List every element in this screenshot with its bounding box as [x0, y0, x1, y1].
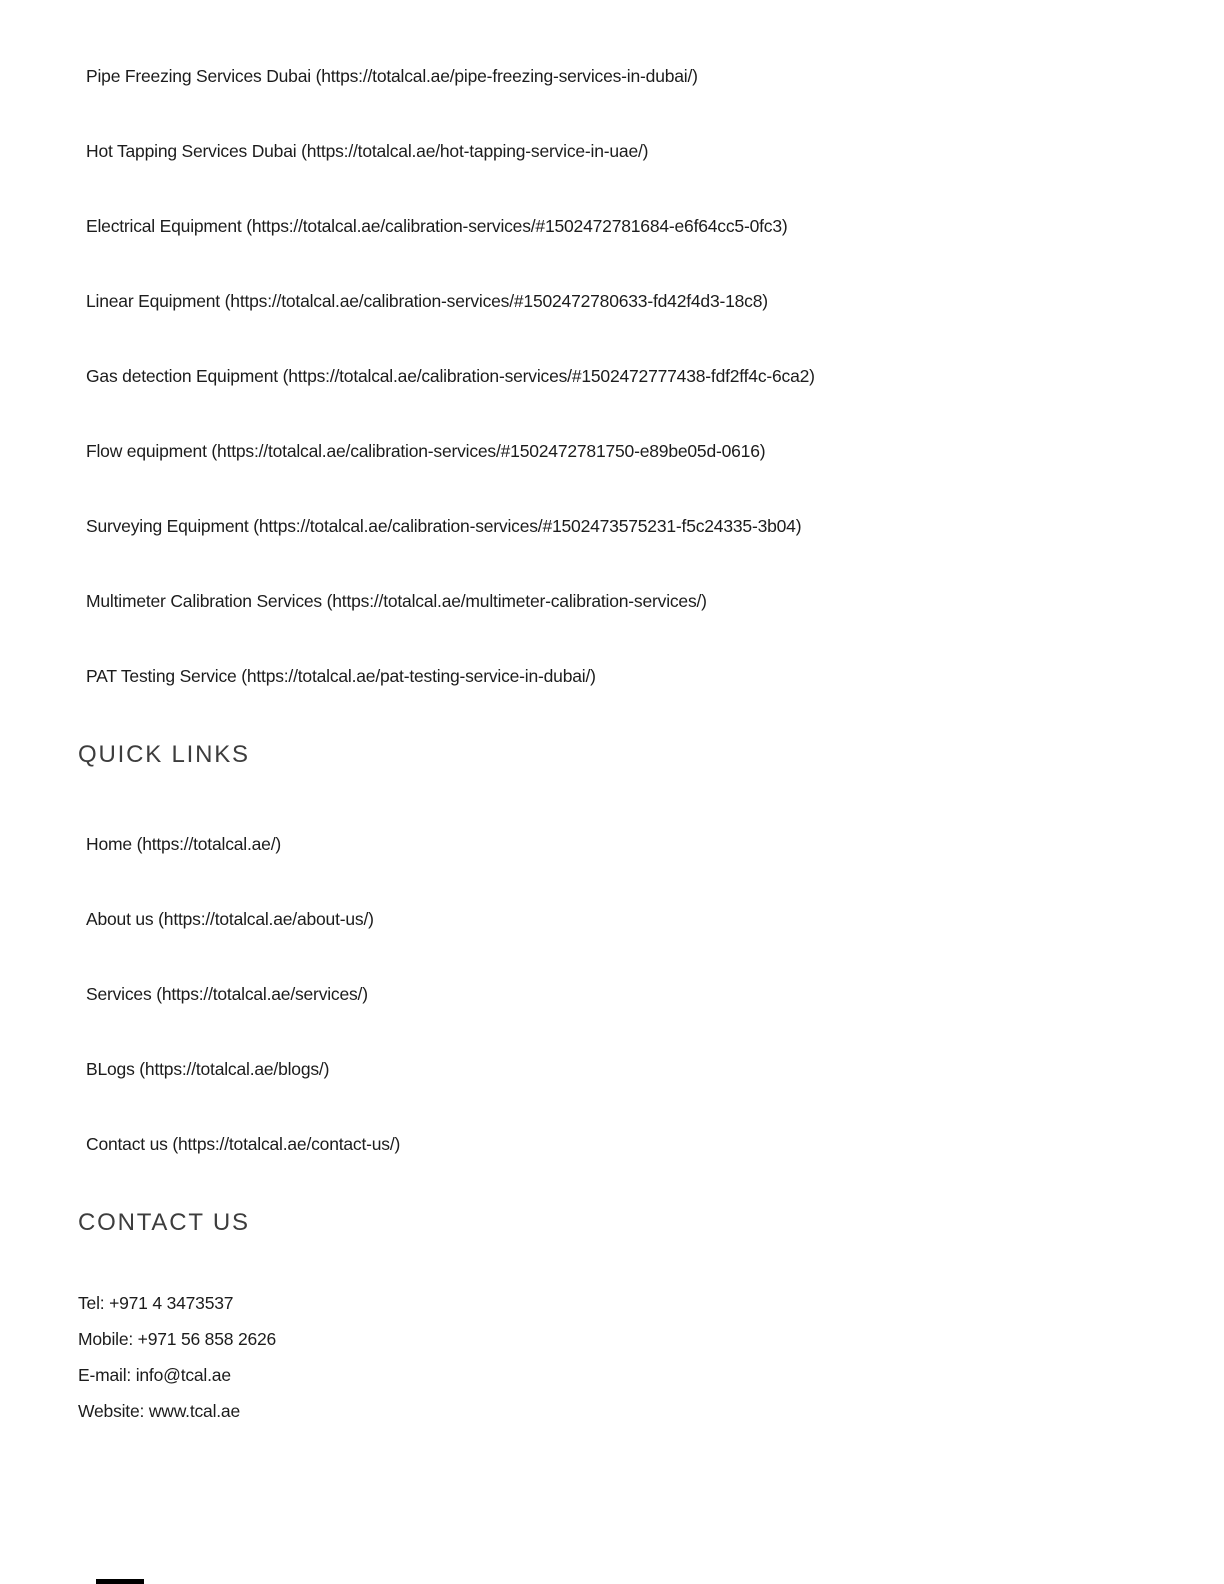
quick-link-blogs[interactable] [86, 1059, 1164, 1080]
contact-website: Website: www.tcal.ae [78, 1401, 240, 1421]
contact-us-heading: CONTACT US [78, 1209, 250, 1236]
link-url: (https://totalcal.ae/blogs/) [139, 1059, 330, 1079]
contact-details [78, 1285, 1164, 1429]
quick-links-list [78, 834, 1164, 1155]
link-url: (https://totalcal.ae/multimeter-calibration-services/) [326, 591, 707, 611]
link-url: (https://totalcal.ae/services/) [156, 984, 368, 1004]
link-url: (https://totalcal.ae/calibration-services/#1502472780633-fd42f4d3-18c8) [224, 291, 768, 311]
link-label: Services [86, 984, 152, 1004]
link-url: (https://totalcal.ae/calibration-services/#1502472781684-e6f64cc5-0fc3) [246, 216, 788, 236]
link-label: BLogs [86, 1059, 135, 1079]
link-label: Flow equipment [86, 441, 207, 461]
link-label: Hot Tapping Services Dubai [86, 141, 297, 161]
quick-link-contact-us[interactable] [86, 1134, 1164, 1155]
clipped-bottom-element [96, 1579, 144, 1584]
service-link-gas-detection-equipment[interactable] [86, 366, 1164, 387]
service-link-surveying-equipment[interactable] [86, 516, 1164, 537]
link-label: Electrical Equipment [86, 216, 242, 236]
quick-link-home[interactable] [86, 834, 1164, 855]
link-label: PAT Testing Service [86, 666, 237, 686]
link-label: Home [86, 834, 132, 854]
service-link-pat-testing[interactable] [86, 666, 1164, 687]
link-label: Linear Equipment [86, 291, 220, 311]
contact-mobile: Mobile: +971 56 858 2626 [78, 1329, 277, 1349]
link-label: Contact us [86, 1134, 168, 1154]
contact-tel: Tel: +971 4 3473537 [78, 1293, 234, 1313]
link-url: (https://totalcal.ae/calibration-services/#1502472781750-e89be05d-0616) [211, 441, 766, 461]
link-url: (https://totalcal.ae/pat-testing-service-in-dubai/) [241, 666, 596, 686]
link-label: Multimeter Calibration Services [86, 591, 322, 611]
link-label: Pipe Freezing Services Dubai [86, 66, 311, 86]
service-link-electrical-equipment[interactable] [86, 216, 1164, 237]
quick-links-heading: QUICK LINKS [78, 741, 250, 768]
link-url: (https://totalcal.ae/about-us/) [158, 909, 374, 929]
service-link-flow-equipment[interactable] [86, 441, 1164, 462]
service-link-multimeter-calibration[interactable] [86, 591, 1164, 612]
contact-email: E-mail: info@tcal.ae [78, 1365, 231, 1385]
link-url: (https://totalcal.ae/calibration-services/#1502472777438-fdf2ff4c-6ca2) [282, 366, 815, 386]
link-label: About us [86, 909, 154, 929]
service-link-pipe-freezing[interactable] [86, 66, 1164, 87]
link-url: (https://totalcal.ae/) [136, 834, 281, 854]
link-url: (https://totalcal.ae/pipe-freezing-services-in-dubai/) [315, 66, 698, 86]
link-label: Gas detection Equipment [86, 366, 278, 386]
link-url: (https://totalcal.ae/contact-us/) [172, 1134, 401, 1154]
service-links-list [78, 66, 1164, 687]
link-url: (https://totalcal.ae/hot-tapping-service-in-uae/) [301, 141, 649, 161]
link-url: (https://totalcal.ae/calibration-services/#1502473575231-f5c24335-3b04) [253, 516, 802, 536]
quick-link-about-us[interactable] [86, 909, 1164, 930]
service-link-linear-equipment[interactable] [86, 291, 1164, 312]
quick-link-services[interactable] [86, 984, 1164, 1005]
service-link-hot-tapping[interactable] [86, 141, 1164, 162]
link-label: Surveying Equipment [86, 516, 249, 536]
